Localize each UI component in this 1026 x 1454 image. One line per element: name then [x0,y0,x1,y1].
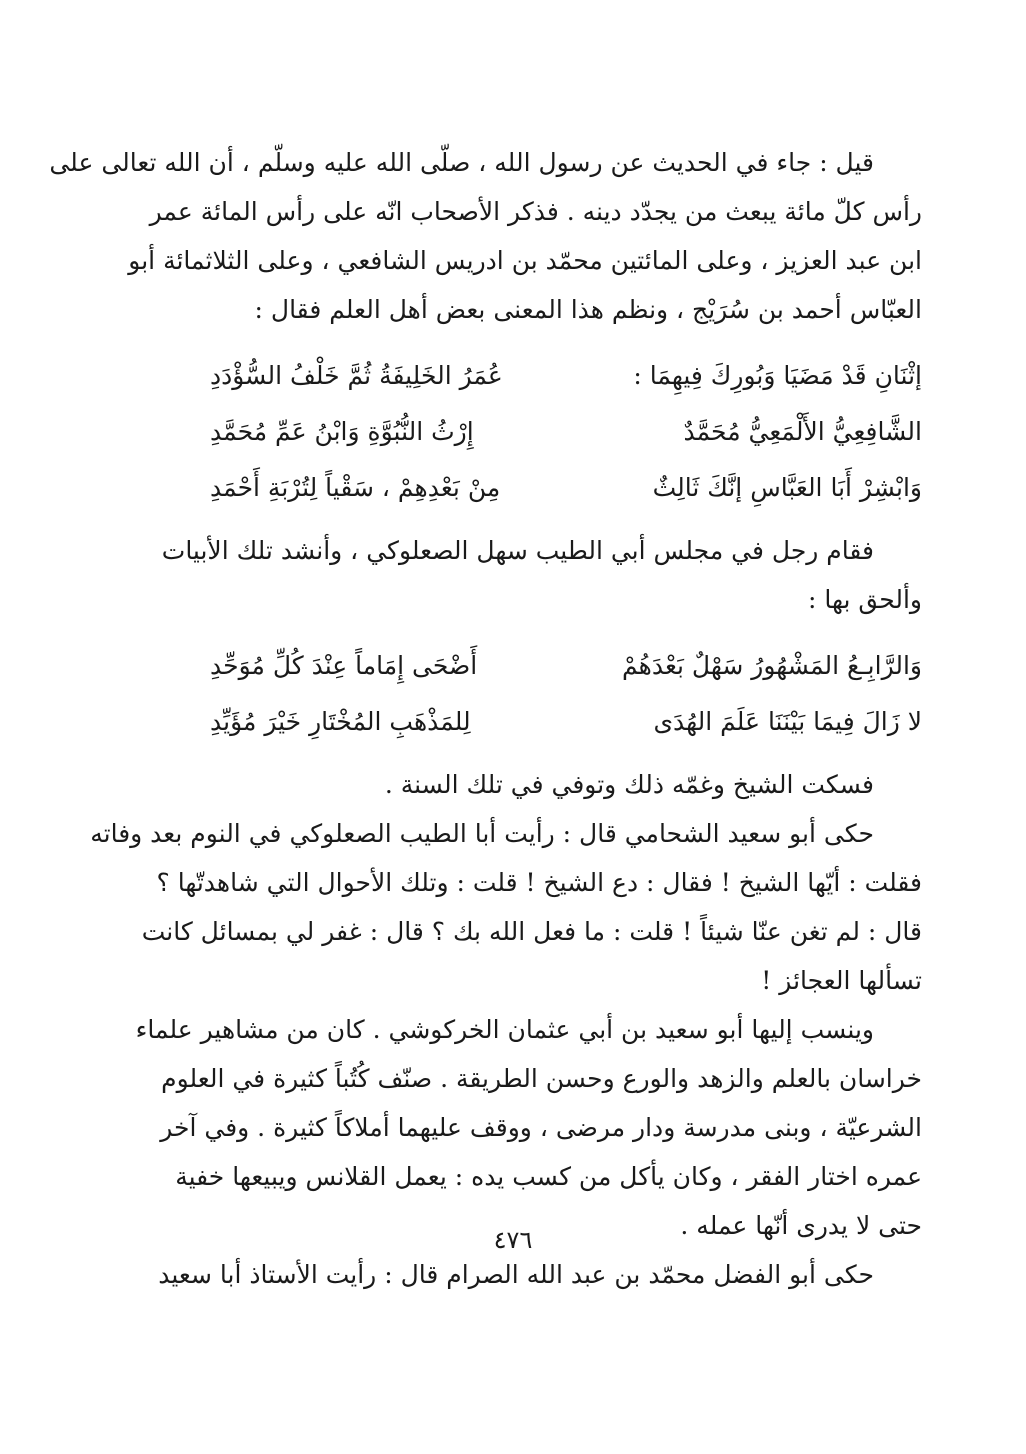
verse-second-hemistich: إِرْثُ النُّبُوَّةِ وَابْنُ عَمِّ مُحَمَّدِ [210,417,474,446]
page-number: ٤٧٦ [493,1226,533,1254]
paragraph-hadith [49,138,922,334]
text-line: حكى أبو سعيد الشحامي قال : رأيت أبا الطيب الصعلوكي في النوم بعد وفاته [90,819,874,848]
text-line: تسألها العجائز ! [761,966,922,995]
paragraph-kharkushi [135,1005,922,1250]
text-line: قال : لم تغن عنّا شيئاً ! قلت : ما فعل الله بك ؟ قال : غفر لي بمسائل كانت [141,917,922,946]
text-line: وألحق بها : [807,585,922,614]
verse [210,460,922,516]
text-line: فسكت الشيخ وغمّه ذلك وتوفي في تلك السنة . [384,770,874,799]
verse [210,404,922,460]
paragraph-dream [90,809,922,1005]
paragraph-sarram [158,1250,922,1299]
verse-second-hemistich: أَضْحَى إِمَاماً عِنْدَ كُلِّ مُوَحِّدِ [210,651,478,680]
paragraph-sahl [161,526,922,624]
text-line: الشرعيّة ، وبنى مدرسة ودار مرضى ، ووقف عليهما أملاكاً كثيرة . وفي آخر [160,1113,922,1142]
text-line: فقلت : أيّها الشيخ ! فقال : دع الشيخ ! قلت : وتلك الأحوال التي شاهدتّها ؟ [156,868,922,897]
text-line: ابن عبد العزيز ، وعلى المائتين محمّد بن ادريس الشافعي ، وعلى الثلاثمائة أبو [128,246,922,275]
verse-first-hemistich: وَالرَّابِـعُ المَشْهُورُ سَهْلٌ بَعْدَهُمْ [622,651,922,680]
verse [210,694,922,750]
verse-second-hemistich: عُمَرُ الخَلِيفَةُ ثُمَّ خَلْفُ السُّؤْدَدِ [210,361,503,390]
verse [210,638,922,694]
text-line: وينسب إليها أبو سعيد بن أبي عثمان الخركوشي . كان من مشاهير علماء [135,1015,874,1044]
text-line: خراسان بالعلم والزهد والورع وحسن الطريقة . صنّف كُتُباً كثيرة في العلوم [161,1064,922,1093]
verse [210,348,922,404]
text-line: العبّاس أحمد بن سُرَيْج ، ونظم هذا المعنى بعض أهل العلم فقال : [254,295,922,324]
verse-second-hemistich: مِنْ بَعْدِهِمْ ، سَقْياً لِتُرْبَةِ أَحْمَدِ [210,473,501,502]
verse-first-hemistich: الشَّافِعِيُّ الأَلْمَعِيُّ مُحَمَّدٌ [683,417,922,446]
text-line: رأس كلّ مائة يبعث من يجدّد دينه . فذكر الأصحاب انّه على رأس المائة عمر [149,197,922,226]
poem-verses-1 [210,348,922,516]
poem-verses-2 [210,638,922,750]
text-line: عمره اختار الفقر ، وكان يأكل من كسب يده : يعمل القلانس ويبيعها خفية [175,1162,922,1191]
verse-first-hemistich: إثْنَانِ قَدْ مَضَيَا وَبُورِكَ فِيهِمَا : [633,361,922,390]
paragraph-death [210,760,922,809]
verse-second-hemistich: لِلمَذْهَبِ المُخْتَارِ خَيْرَ مُؤَيِّدِ [210,707,471,736]
page-body [49,138,922,1299]
text-line: قيل : جاء في الحديث عن رسول الله ، صلّى الله عليه وسلّم ، أن الله تعالى على [49,148,874,177]
verse-first-hemistich: وَابْشِرْ أَبَا العَبَّاسِ إنَّكَ ثَالِثٌ [652,473,922,502]
text-line: حتى لا يدرى أنّها عمله . [680,1211,922,1240]
text-line: حكى أبو الفضل محمّد بن عبد الله الصرام قال : رأيت الأستاذ أبا سعيد [158,1260,874,1289]
text-line: فقام رجل في مجلس أبي الطيب سهل الصعلوكي ، وأنشد تلك الأبيات [161,536,874,565]
verse-first-hemistich: لا زَالَ فِيمَا بَيْنَنَا عَلَمَ الهُدَى [653,707,922,736]
